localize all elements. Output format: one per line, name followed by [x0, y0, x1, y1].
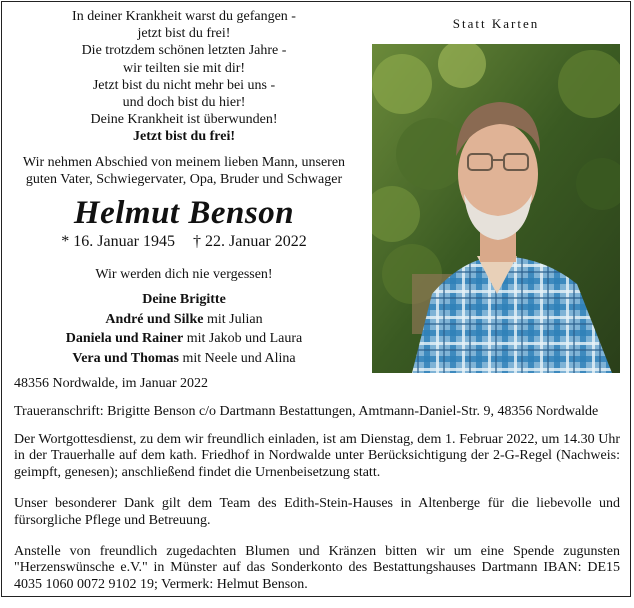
family-entry	[14, 329, 354, 349]
family-names: Daniela und Rainer	[65, 331, 184, 346]
family-names: Deine Brigitte	[142, 292, 226, 307]
family-entry	[14, 349, 354, 369]
family-children: mit Jakob und Laura	[183, 331, 303, 346]
poem-line: Deine Krankheit ist überwunden!	[90, 112, 278, 128]
birth-date: * 16. Januar 1945	[61, 233, 175, 250]
poem-line: wir teilten sie mit dir!	[122, 60, 246, 76]
poem-closing: Jetzt bist du frei!	[133, 129, 235, 145]
portrait-photo	[372, 44, 620, 373]
place-date: 48356 Nordwalde, im Januar 2022	[14, 376, 209, 391]
poem-line: Die trotzdem schönen letzten Jahre -	[81, 43, 287, 59]
intro-text	[14, 154, 354, 188]
details-section	[14, 376, 620, 608]
donation-note: Anstelle von freundlich zugedachten Blumen und Kränzen bitten wir um eine Spende zugunsten "Herzenswünsche e.V." in Münster auf das Sonderkonto des Bestattungshauses Dartmann IBAN: DE15 4035 1060 0072 9102 19; Vermerk: Helmut Benson.	[14, 543, 620, 593]
poem	[14, 8, 354, 146]
life-dates	[14, 232, 354, 252]
statt-karten-label: Statt Karten	[452, 16, 540, 31]
death-date: † 22. Januar 2022	[193, 233, 307, 250]
family-children: mit Julian	[203, 311, 263, 327]
service-info: Der Wortgottesdienst, zu dem wir freundlich einladen, ist am Dienstag, dem 1. Februar 2022, um 14.30 Uhr in der Trauerhalle auf dem kath. Friedhof in Nordwalde unter Berücksichtigung der 2-G-Regel (Nachweis: geimpft, genesen); anschließend findet die Urnenbeisetzung statt.	[14, 431, 620, 481]
family-children: mit Neele und Alina	[178, 350, 296, 366]
family-names: Vera und Thomas	[72, 350, 179, 366]
intro-line: guten Vater, Schwiegervater, Opa, Bruder und Schwager	[25, 172, 343, 188]
farewell-line: Wir werden dich nie vergessen!	[95, 267, 273, 282]
family-entry	[14, 310, 354, 330]
poem-line: und doch bist du hier!	[122, 95, 246, 111]
poem-line: Jetzt bist du nicht mehr bei uns -	[92, 77, 276, 93]
mourning-address: Traueranschrift: Brigitte Benson c/o Dartmann Bestattungen, Amtmann-Daniel-Str. 9, 48356 Nordwalde	[14, 403, 599, 419]
family-entry	[14, 290, 354, 310]
intro-line: Wir nehmen Abschied von meinem lieben Mann, unseren	[22, 155, 346, 170]
poem-line: In deiner Krankheit warst du gefangen -	[72, 9, 296, 24]
family-names: André und Silke	[105, 311, 204, 327]
thanks-note: Unser besonderer Dank gilt dem Team des Edith-Stein-Hauses in Altenberge für die liebevolle und fürsorgliche Pflege und Betreuung.	[14, 495, 620, 528]
family-list	[14, 290, 354, 368]
portrait-illustration	[372, 44, 620, 373]
poem-line: jetzt bist du frei!	[137, 26, 231, 42]
deceased-name: Helmut Benson	[73, 195, 295, 231]
